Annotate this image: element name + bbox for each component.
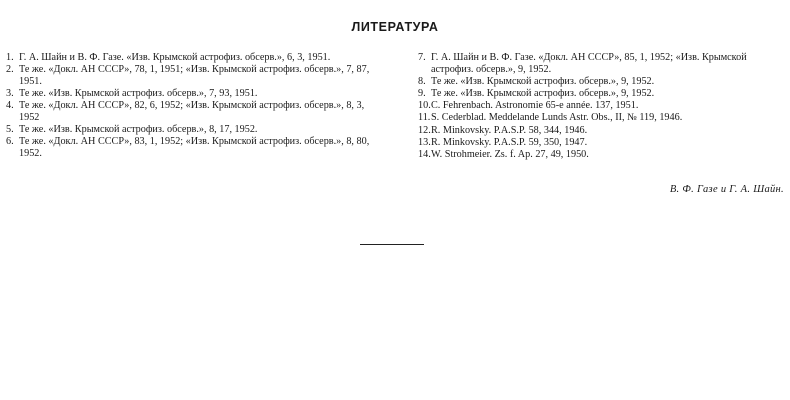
- reference-number: 14.: [418, 148, 431, 160]
- reference-number: 10.: [418, 100, 431, 112]
- reference-item: [418, 76, 786, 88]
- reference-number: 1.: [6, 52, 14, 63]
- reference-item: [418, 149, 786, 161]
- reference-text: Те же. «Изв. Крымской астрофиз. обсерв.», 8, 17, 1952.: [19, 123, 258, 135]
- reference-text: Те же. «Докл. АН СССР», 83, 1, 1952; «Изв. Крымской астрофиз. обсерв.», 8, 80, 1952.: [19, 136, 370, 159]
- reference-number: 5.: [6, 123, 14, 135]
- reference-number: 8.: [418, 75, 426, 87]
- reference-item: [6, 100, 378, 123]
- reference-number: 7.: [418, 52, 426, 63]
- reference-number: 13.: [418, 136, 431, 148]
- reference-number: 11.: [418, 112, 431, 124]
- reference-number: 12.: [418, 124, 431, 136]
- authors-signature: В. Ф. Газе и Г. А. Шайн.: [669, 184, 784, 195]
- references-heading: ЛИТЕРАТУРА: [351, 20, 439, 34]
- end-divider: [360, 244, 424, 245]
- reference-item: [418, 112, 786, 124]
- reference-item: [418, 125, 786, 137]
- reference-text: S. Cederblad. Meddelande Lunds Astr. Obs., II, № 119, 1946.: [431, 112, 683, 124]
- reference-item: [418, 88, 786, 100]
- reference-text: Г. А. Шайн и В. Ф. Газе. «Докл. АН СССР», 85, 1, 1952; «Изв. Крымской астрофиз. обсерв.», 9, 1952.: [431, 52, 747, 75]
- reference-item: [6, 64, 378, 87]
- reference-item: [6, 124, 378, 136]
- reference-number: 6.: [6, 136, 14, 148]
- reference-text: Те же. «Изв. Крымской астрофиз. обсерв.», 9, 1952.: [431, 75, 655, 87]
- reference-number: 9.: [418, 87, 426, 99]
- reference-text: C. Fehrenbach. Astronomie 65-e année. 137, 1951.: [431, 100, 639, 112]
- reference-item: [418, 137, 786, 149]
- reference-text: R. Minkovsky. P.A.S.P. 58, 344, 1946.: [431, 124, 588, 136]
- reference-item: [6, 88, 378, 100]
- reference-text: R. Minkovsky. P.A.S.P. 59, 350, 1947.: [431, 136, 588, 148]
- reference-text: Те же. «Изв. Крымской астрофиз. обсерв.», 7, 93, 1951.: [19, 87, 258, 99]
- reference-number: 2.: [6, 64, 14, 76]
- reference-item: [6, 136, 378, 159]
- reference-item: [418, 52, 786, 75]
- reference-text: Г. А. Шайн и В. Ф. Газе. «Изв. Крымской астрофиз. обсерв.», 6, 3, 1951.: [19, 52, 331, 63]
- reference-text: Те же. «Докл. АН СССР», 78, 1, 1951; «Изв. Крымской астрофиз. обсерв.», 7, 87, 1951.: [19, 64, 370, 87]
- reference-number: 4.: [6, 100, 14, 112]
- reference-item: [6, 52, 378, 64]
- reference-number: 3.: [6, 87, 14, 99]
- reference-text: W. Strohmeier. Zs. f. Ap. 27, 49, 1950.: [431, 148, 589, 160]
- references-left-column: [6, 52, 378, 160]
- reference-text: Те же. «Докл. АН СССР», 82, 6, 1952; «Изв. Крымской астрофиз. обсерв.», 8, 3, 1952: [19, 100, 365, 123]
- reference-item: [418, 100, 786, 112]
- references-right-column: [418, 52, 786, 161]
- reference-text: Те же. «Изв. Крымской астрофиз. обсерв.», 9, 1952.: [431, 87, 655, 99]
